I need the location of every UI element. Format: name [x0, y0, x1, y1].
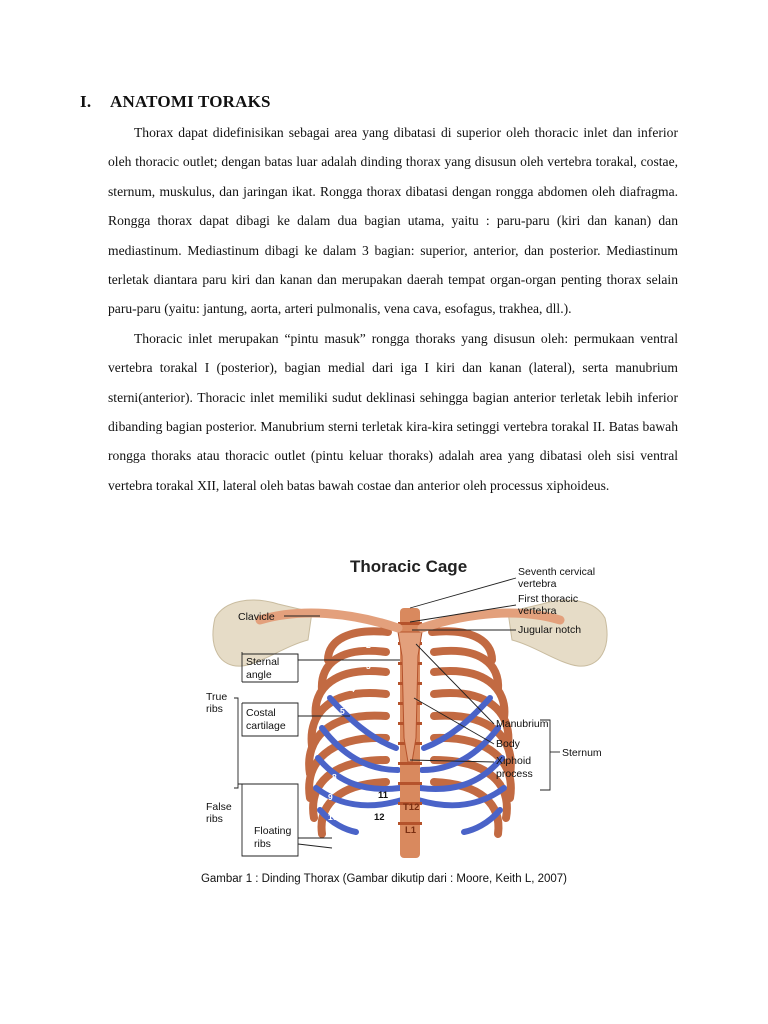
label-body: Body [496, 738, 520, 750]
figure-title: Thoracic Cage [350, 557, 468, 576]
label-false-ribs-2: ribs [206, 813, 223, 825]
rib-number: 10 [328, 812, 338, 822]
label-floating-ribs-2: ribs [254, 838, 271, 850]
section-number: I. [80, 92, 92, 111]
label-xiphoid: Xiphoid [496, 755, 532, 767]
rib-number: 12 [374, 812, 385, 823]
label-true-ribs-2: ribs [206, 703, 223, 715]
label-clavicle: Clavicle [238, 611, 275, 623]
label-floating-ribs: Floating [254, 825, 292, 837]
rib-number: 8 [332, 772, 337, 782]
rib-number: 4 [350, 684, 355, 694]
thoracic-cage-figure [200, 548, 620, 866]
rib-number: 9 [328, 792, 333, 802]
figure-caption: Gambar 1 : Dinding Thorax (Gambar dikutip dari : Moore, Keith L, 2007) [200, 873, 568, 885]
thoracic-cage-illustration [200, 548, 620, 866]
section-heading [80, 92, 271, 112]
label-seventh-cervical-2: vertebra [518, 578, 557, 590]
label-jugular-notch: Jugular notch [518, 624, 582, 636]
label-costal-cartilage: Costal [246, 707, 276, 719]
vertebra-label: T12 [403, 802, 420, 813]
paragraph: Thorax dapat didefinisikan sebagai area yang dibatasi di superior oleh thoracic inlet dan inferior oleh thoracic outlet; dengan batas luar adalah dinding thorax yang disusun oleh vertebra torakal, costae, sternum, muskulus, dan jaringan ikat. Rongga thorax dibatasi dengan rongga abdomen oleh diafragma. Rongga thorax dapat dibagi ke dalam dua bagian utama, yaitu : paru-paru (kiri dan kanan) dan mediastinum. Mediastinum dibagi ke dalam 3 bagian: superior, anterior, dan posterior. Mediastinum terletak diantara paru kiri dan kanan dan merupakan daerah tempat organ-organ penting thorax selain paru-paru (yaitu: jantung, aorta, arteri pulmonalis, vena cava, esofagus, trakhea, dll.). [108, 125, 678, 317]
rib-number: 11 [336, 830, 345, 840]
label-first-thoracic-2: vertebra [518, 605, 557, 617]
rib-number: 11 [378, 790, 389, 801]
vertebra-label: L1 [405, 825, 417, 836]
section-title: ANATOMI TORAKS [110, 92, 271, 111]
label-seventh-cervical: Seventh cervical [518, 566, 596, 578]
rib-number: 2 [366, 640, 371, 650]
label-true-ribs: True [206, 691, 228, 703]
rib-number: 5 [340, 706, 345, 716]
label-sternum: Sternum [562, 747, 602, 759]
label-costal-cartilage-2: cartilage [246, 720, 286, 732]
body-text [108, 118, 678, 500]
rib-number: 7 [334, 752, 339, 762]
label-sternal-angle-2: angle [246, 669, 272, 681]
label-false-ribs: False [206, 801, 232, 813]
paragraph: Thoracic inlet merupakan “pintu masuk” rongga thoraks yang disusun oleh: permukaan ventral vertebra torakal I (posterior), bagian medial dari iga I kiri dan kanan (lateral), serta manubrium sterni(anterior). Thoracic inlet memiliki sudut deklinasi sehingga bagian anterior terletak lebih inferior dibanding bagian posterior. Manubrium sterni terletak kira-kira setinggi vertebra torakal II. Batas bawah rongga thoraks atau thoracic outlet (pintu keluar thoraks) adalah area yang dibatasi oleh sisi ventral vertebra torakal XII, lateral oleh batas bawah costae dan anterior oleh processus xiphoideus. [108, 330, 678, 493]
label-xiphoid-2: process [496, 768, 533, 780]
rib-number: 6 [336, 730, 341, 740]
label-sternal-angle: Sternal [246, 656, 280, 668]
label-manubrium: Manubrium [496, 718, 549, 730]
label-first-thoracic: First thoracic [518, 593, 579, 605]
rib-number: 3 [366, 661, 371, 671]
